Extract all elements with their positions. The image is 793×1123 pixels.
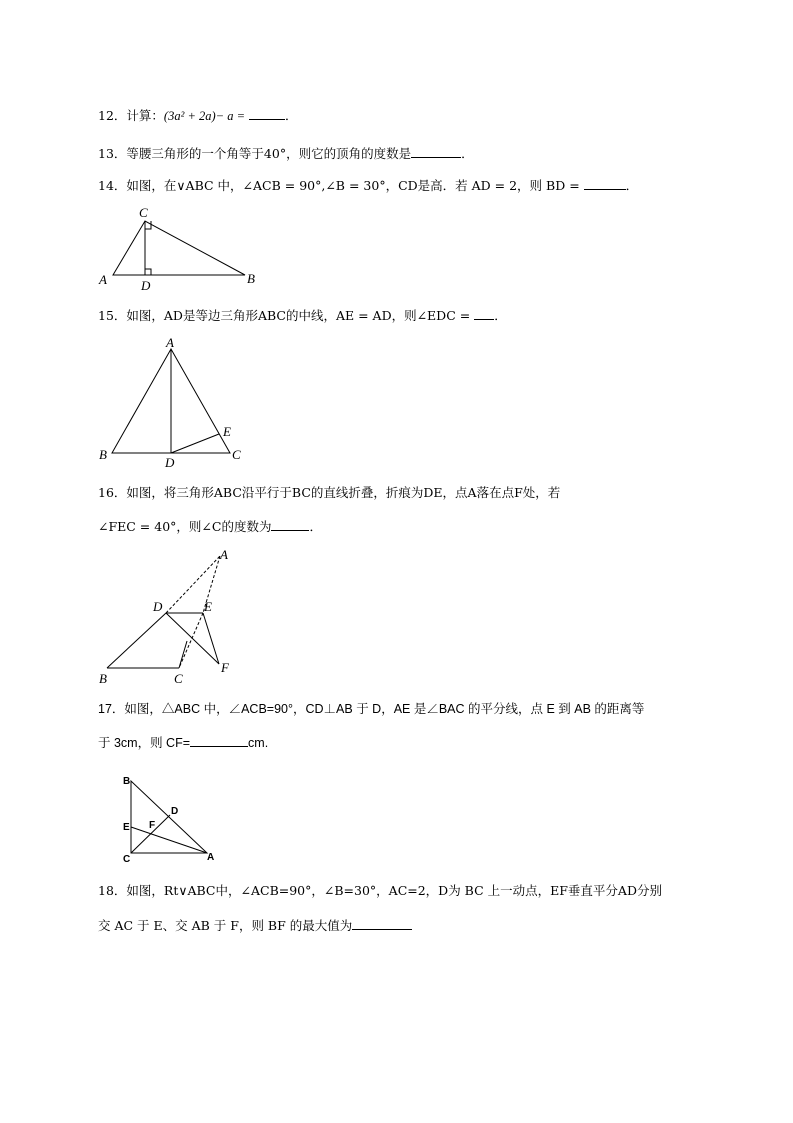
label-B: B: [99, 671, 107, 686]
label-F: F: [221, 660, 229, 675]
answer-blank: [271, 518, 309, 531]
label-A: A: [220, 547, 228, 562]
question-text-line2: 于 3cm，则 CF=: [98, 736, 191, 750]
label-A: A: [99, 272, 107, 287]
answer-blank: [352, 917, 412, 930]
question-text-line1: 如图，Rt∨ABC中，∠ACB=90°，∠B=30°，AC=2，D为 BC 上一动点，EF垂直平分AD分别: [126, 883, 662, 898]
answer-blank: [474, 307, 494, 320]
question-number: 16．: [98, 485, 127, 500]
label-B: B: [99, 447, 107, 462]
figure-14-triangle: [95, 204, 265, 294]
label-C: C: [139, 205, 148, 220]
figure-16-folded-triangle: [95, 546, 275, 688]
label-B: B: [123, 776, 131, 787]
figure-15-equilateral-triangle: [95, 334, 255, 469]
label-B: B: [247, 271, 255, 286]
label-A: A: [207, 852, 215, 863]
question-16: [98, 485, 698, 501]
label-D: D: [153, 599, 163, 614]
question-text-line1: 如图，将三角形ABC沿平行于BC的直线折叠，折痕为DE，点A落在点F处，若: [126, 485, 561, 500]
question-18-line2: [98, 917, 698, 934]
question-number: 18．: [98, 883, 127, 898]
question-17-line2: [98, 734, 698, 751]
label-C: C: [174, 671, 183, 686]
question-12: [98, 107, 698, 124]
label-D: D: [141, 278, 151, 293]
question-number: 12．: [98, 108, 127, 123]
question-number: 13．: [98, 146, 127, 161]
label-E: E: [223, 424, 231, 439]
question-17: [98, 701, 698, 717]
question-15: [98, 307, 698, 324]
punctuation: ．: [285, 108, 298, 123]
math-expression: (3a² + 2a)− a =: [163, 109, 246, 123]
question-number: 17．: [98, 702, 125, 716]
label-D: D: [165, 455, 175, 469]
question-13: [98, 145, 698, 162]
punctuation: ．: [625, 178, 639, 193]
question-text: 等腰三角形的一个角等于40°，则它的顶角的度数是: [126, 146, 412, 161]
question-text-line1: 如图，△ABC 中，∠ACB=90°，CD⊥AB 于 D，AE 是∠BAC 的平分线，点 E 到 AB 的距离等: [124, 702, 645, 716]
question-text: 如图，AD是等边三角形ABC的中线，AE = AD，则∠EDC =: [126, 308, 471, 323]
label-E: E: [123, 822, 130, 833]
answer-blank: [411, 145, 461, 158]
figure-17-right-triangle: [115, 770, 225, 870]
punctuation: ．: [309, 519, 322, 534]
question-number: 15．: [98, 308, 127, 323]
question-text: 如图，在∨ABC 中，∠ACB = 90°,∠B = 30°，CD是高．若 AD = 2，则 BD =: [126, 178, 580, 193]
label-A: A: [166, 335, 174, 350]
answer-blank: [190, 734, 248, 747]
label-C: C: [123, 854, 131, 865]
label-F: F: [149, 820, 156, 831]
question-text-line2: 交 AC 于 E、交 AB 于 F，则 BF 的最大值为: [98, 918, 353, 933]
question-text-line2: ∠FEC = 40°，则∠C的度数为: [98, 519, 272, 534]
unit: cm.: [248, 736, 269, 750]
label-D: D: [171, 806, 179, 817]
punctuation: ．: [461, 146, 474, 161]
question-number: 14．: [98, 178, 127, 193]
answer-blank: [584, 177, 626, 190]
question-16-line2: [98, 518, 698, 535]
label-E: E: [204, 599, 212, 614]
punctuation: ．: [494, 308, 507, 323]
question-text: 计算：: [126, 108, 164, 123]
question-18: [98, 883, 698, 899]
answer-blank: [249, 107, 285, 120]
question-14: [98, 177, 698, 194]
label-C: C: [232, 447, 241, 462]
